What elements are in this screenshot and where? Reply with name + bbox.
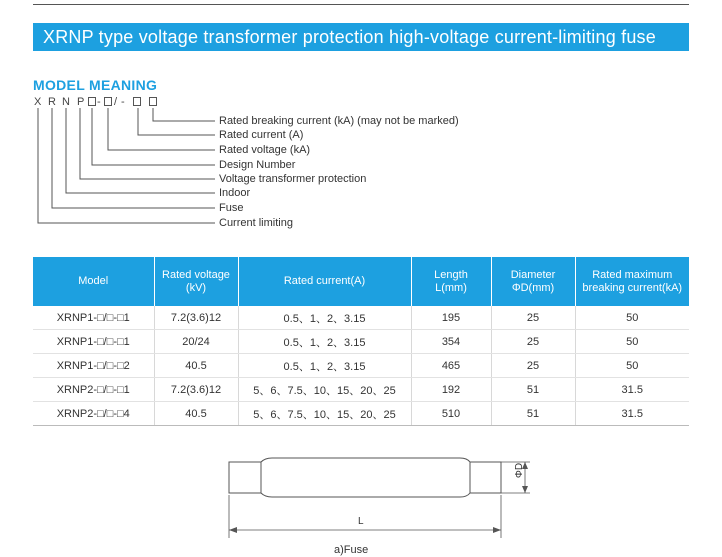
page-title: XRNP type voltage transformer protection high-voltage current-limiting fuse — [33, 23, 689, 51]
header-rated-voltage: Rated voltage (kV) — [154, 257, 238, 306]
cell-voltage: 7.2(3.6)12 — [154, 378, 238, 402]
code-letter-p: P — [77, 96, 85, 108]
header-breaking-current: Rated maximum breaking current(kA) — [575, 257, 689, 306]
table-row — [33, 354, 689, 378]
cell-diameter: 25 — [491, 306, 575, 330]
cell-model: XRNP1-□/□-□2 — [33, 354, 154, 378]
fuse-right-cap — [470, 462, 501, 493]
cell-diameter: 51 — [491, 402, 575, 426]
cell-breaking: 50 — [575, 354, 689, 378]
cell-diameter: 51 — [491, 378, 575, 402]
meaning-label-design-number: Design Number — [219, 159, 296, 171]
cell-diameter: 25 — [491, 354, 575, 378]
figure-caption: a)Fuse — [334, 544, 369, 556]
cell-voltage: 7.2(3.6)12 — [154, 306, 238, 330]
cell-model: XRNP1-□/□-□1 — [33, 306, 154, 330]
code-letter-x: X — [34, 96, 42, 108]
cell-current: 0.5、1、2、3.15 — [238, 330, 411, 354]
cell-length: 195 — [411, 306, 491, 330]
table-row — [33, 330, 689, 354]
meaning-label-fuse: Fuse — [219, 202, 244, 214]
cell-model: XRNP1-□/□-□1 — [33, 330, 154, 354]
meaning-label-rated-current: Rated current (A) — [219, 129, 304, 141]
cell-current: 0.5、1、2、3.15 — [238, 354, 411, 378]
cell-breaking: 31.5 — [575, 378, 689, 402]
meaning-label-indoor: Indoor — [219, 187, 251, 199]
code-dash: - — [97, 96, 101, 108]
cell-diameter: 25 — [491, 330, 575, 354]
header-length: Length L(mm) — [411, 257, 491, 306]
fuse-left-cap — [229, 462, 261, 493]
cell-model: XRNP2-□/□-□1 — [33, 378, 154, 402]
header-rated-current: Rated current(A) — [238, 257, 411, 306]
code-dash: - — [121, 96, 125, 108]
code-letter-r: R — [48, 96, 56, 108]
meaning-label-current-limiting: Current limiting — [219, 217, 293, 229]
cell-voltage: 20/24 — [154, 330, 238, 354]
cell-voltage: 40.5 — [154, 354, 238, 378]
code-slash: / — [114, 96, 118, 108]
table-row — [33, 378, 689, 402]
table-row — [33, 306, 689, 330]
cell-length: 354 — [411, 330, 491, 354]
cell-length: 465 — [411, 354, 491, 378]
cell-voltage: 40.5 — [154, 402, 238, 426]
code-letter-n: N — [62, 96, 70, 108]
model-meaning-title: MODEL MEANING — [33, 77, 158, 93]
meaning-label-vt-protection: Voltage transformer protection — [219, 173, 367, 185]
cell-model: XRNP2-□/□-□4 — [33, 402, 154, 426]
diameter-label: ΦD — [514, 462, 526, 479]
table-row — [33, 402, 689, 426]
cell-breaking: 50 — [575, 330, 689, 354]
cell-current: 0.5、1、2、3.15 — [238, 306, 411, 330]
meaning-label-breaking-current: Rated breaking current (kA) (may not be marked) — [219, 115, 459, 127]
meaning-label-rated-voltage: Rated voltage (kA) — [219, 144, 311, 156]
cell-length: 192 — [411, 378, 491, 402]
length-label: L — [358, 516, 364, 527]
cell-breaking: 50 — [575, 306, 689, 330]
cell-breaking: 31.5 — [575, 402, 689, 426]
cell-current: 5、6、7.5、10、15、20、25 — [238, 378, 411, 402]
table-header-row — [33, 257, 689, 306]
fuse-body — [261, 458, 470, 497]
cell-length: 510 — [411, 402, 491, 426]
spec-table — [33, 257, 689, 426]
header-diameter: Diameter ΦD(mm) — [491, 257, 575, 306]
header-model: Model — [33, 257, 154, 306]
cell-current: 5、6、7.5、10、15、20、25 — [238, 402, 411, 426]
fuse-drawing — [0, 440, 722, 545]
